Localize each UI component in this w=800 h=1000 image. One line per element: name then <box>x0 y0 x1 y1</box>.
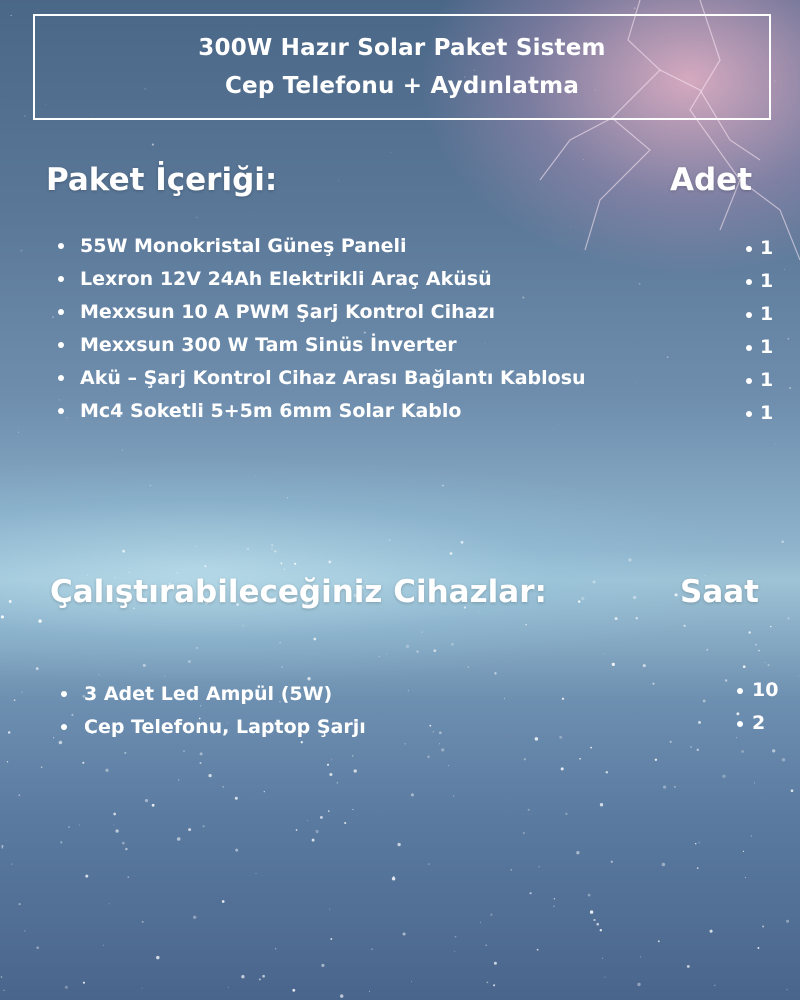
package-heading: Paket İçeriği: <box>46 162 278 198</box>
package-item <box>0 265 800 297</box>
sparkle-dot <box>487 982 489 984</box>
sparkle-dot <box>338 180 339 181</box>
sparkle-dot <box>579 758 581 760</box>
sparkle-dot <box>85 875 88 878</box>
sparkle-dot <box>628 558 632 562</box>
sparkle-dot <box>6 841 7 842</box>
package-item <box>0 397 800 429</box>
sparkle-dot <box>60 841 62 843</box>
sparkle-dot <box>751 835 752 836</box>
sparkle-dot <box>369 991 370 992</box>
sparkle-dot <box>758 650 759 651</box>
sparkle-dot <box>177 837 181 841</box>
sparkle-dot <box>537 949 539 951</box>
sparkle-dot <box>243 625 244 626</box>
bullet-icon <box>58 342 64 348</box>
sparkle-dot <box>122 449 123 450</box>
sparkle-dot <box>640 956 641 957</box>
sparkle-dot <box>634 7 636 9</box>
sparkle-dot <box>600 929 602 931</box>
sparkle-dot <box>329 773 332 776</box>
sparkle-dot <box>228 987 229 988</box>
sparkle-dot <box>235 797 238 800</box>
sparkle-dot <box>675 593 678 596</box>
sparkle-dot <box>722 774 726 778</box>
sparkle-dot <box>637 983 640 986</box>
sparkle-dot <box>612 663 615 666</box>
sparkle-dot <box>7 761 8 762</box>
sparkle-dot <box>397 843 400 846</box>
sparkle-dot <box>193 916 196 919</box>
sparkle-dot <box>743 851 744 852</box>
device-item-hours: 2 <box>752 712 766 734</box>
sparkle-dot <box>745 877 746 878</box>
sparkle-dot <box>655 759 657 761</box>
sparkle-dot <box>11 15 12 16</box>
sparkle-dot <box>371 948 373 950</box>
package-item <box>0 331 800 363</box>
sparkle-dot <box>461 541 464 544</box>
sparkle-dot <box>416 650 418 652</box>
sparkle-dot <box>9 600 12 603</box>
sparkle-dot <box>19 903 21 905</box>
sparkle-dot <box>65 986 68 989</box>
sparkle-dot <box>183 750 184 751</box>
bullet-icon <box>58 375 64 381</box>
sparkle-dot <box>321 964 324 967</box>
sparkle-dot <box>281 666 283 668</box>
sparkle-dot <box>255 476 256 477</box>
sparkle-dot <box>775 444 776 445</box>
title-box <box>33 14 771 120</box>
sparkle-dot <box>486 945 487 946</box>
sparkle-dot <box>247 548 250 551</box>
sparkle-dot <box>152 144 154 146</box>
sparkle-dot <box>145 799 148 802</box>
sparkle-dot <box>279 642 280 643</box>
sparkle-dot <box>327 764 329 766</box>
sparkle-dot <box>643 664 646 667</box>
sparkle-dot <box>687 965 690 968</box>
sparkle-dot <box>328 561 331 564</box>
sparkle-dot <box>596 923 599 926</box>
bullet-icon <box>58 276 64 282</box>
sparkle-dot <box>774 81 776 83</box>
sparkle-dot <box>41 766 43 768</box>
sparkle-dot <box>241 975 244 978</box>
sparkle-dot <box>208 774 211 777</box>
sparkle-dot <box>662 863 666 867</box>
package-item-qty: 1 <box>760 270 774 292</box>
bullet-icon <box>58 408 64 414</box>
bullet-icon <box>746 411 752 417</box>
sparkle-dot <box>755 644 757 646</box>
sparkle-dot <box>389 539 391 541</box>
sparkle-dot <box>530 892 532 894</box>
sparkle-dot <box>2 847 3 848</box>
sparkle-dot <box>196 647 198 649</box>
sparkle-dot <box>281 563 283 565</box>
package-item-label: Mexxsun 300 W Tam Sinüs İnverter <box>80 334 457 356</box>
title-line-2: Cep Telefonu + Aydınlatma <box>224 73 580 99</box>
bullet-icon <box>61 724 67 730</box>
package-item-qty: 1 <box>760 336 774 358</box>
device-item <box>0 711 800 743</box>
sparkle-dot <box>256 873 257 874</box>
sparkle-dot <box>710 930 713 933</box>
sparkle-dot <box>600 803 603 806</box>
sparkle-dot <box>781 540 784 543</box>
sparkle-dot <box>340 994 343 997</box>
package-item-label: 55W Monokristal Güneş Paneli <box>80 235 407 257</box>
sparkle-dot <box>24 115 26 117</box>
sparkle-dot <box>18 432 19 433</box>
sparkle-dot <box>450 552 453 555</box>
bullet-icon <box>58 309 64 315</box>
sparkle-dot <box>570 227 571 228</box>
sparkle-dot <box>125 848 127 850</box>
sparkle-dot <box>593 580 596 583</box>
bullet-icon <box>58 243 64 249</box>
sparkle-dot <box>196 217 197 218</box>
sparkle-dot <box>36 667 39 670</box>
sparkle-dot <box>331 759 332 760</box>
sparkle-dot <box>142 988 143 989</box>
sparkle-dot <box>379 656 380 657</box>
sparkle-dot <box>354 769 357 772</box>
sparkle-dot <box>178 779 179 780</box>
sparkle-dot <box>200 752 203 755</box>
sparkle-dot <box>98 674 99 675</box>
sparkle-dot <box>222 786 224 788</box>
sparkle-dot <box>271 548 272 549</box>
sparkle-dot <box>454 951 455 952</box>
sparkle-dot <box>576 851 579 854</box>
sparkle-dot <box>24 930 25 931</box>
sparkle-dot <box>754 782 755 783</box>
sparkle-dot <box>590 910 593 913</box>
sparkle-dot <box>113 813 116 816</box>
sparkle-dot <box>150 484 152 486</box>
bullet-icon <box>746 345 752 351</box>
bullet-icon <box>746 279 752 285</box>
sparkle-dot <box>337 782 338 783</box>
sparkle-dot <box>480 922 481 923</box>
sparkle-dot <box>554 898 555 899</box>
sparkle-dot <box>791 789 794 792</box>
sparkle-dot <box>11 864 12 865</box>
device-item-label: Cep Telefonu, Laptop Şarjı <box>84 716 366 738</box>
sparkle-dot <box>553 906 554 907</box>
sparkle-dot <box>590 747 592 749</box>
sparkle-dot <box>490 914 492 916</box>
sparkle-dot <box>196 546 197 547</box>
sparkle-dot <box>528 809 530 811</box>
sparkle-dot <box>38 619 41 622</box>
sparkle-dot <box>611 861 613 863</box>
package-item-label: Lexron 12V 24Ah Elektrikli Araç Aküsü <box>80 268 492 290</box>
sparkle-dot <box>468 667 469 668</box>
sparkle-dot <box>658 940 660 942</box>
sparkle-dot <box>494 672 496 674</box>
sparkle-dot <box>714 985 715 986</box>
package-item-qty: 1 <box>760 237 774 259</box>
sparkle-dot <box>786 920 789 923</box>
bullet-icon <box>746 246 752 252</box>
sparkle-dot <box>82 762 84 764</box>
sparkle-dot <box>79 824 80 825</box>
sparkle-dot <box>274 550 276 552</box>
sparkle-dot <box>683 625 685 627</box>
sparkle-dot <box>699 842 700 843</box>
sparkle-dot <box>316 830 319 833</box>
sparkle-dot <box>770 626 771 627</box>
sparkle-dot <box>152 804 155 807</box>
sparkle-dot <box>493 984 495 986</box>
package-item-label: Mc4 Soketli 5+5m 6mm Solar Kablo <box>80 400 462 422</box>
sparkle-dot <box>524 758 526 760</box>
sparkle-dot <box>588 894 591 897</box>
sparkle-dot <box>29 617 30 618</box>
sparkle-dot <box>105 769 108 772</box>
sparkle-dot <box>405 743 406 744</box>
sparkle-dot <box>4 990 5 991</box>
sparkle-dot <box>312 839 315 842</box>
sparkle-dot <box>757 947 759 949</box>
sparkle-dot <box>128 877 129 878</box>
bullet-icon <box>61 691 67 697</box>
sparkle-dot <box>386 654 387 655</box>
sparkle-dot <box>690 746 692 748</box>
sparkle-dot <box>188 828 191 831</box>
sparkle-dot <box>392 877 395 880</box>
sparkle-dot <box>427 755 430 758</box>
package-item-qty: 1 <box>760 402 774 424</box>
bullet-icon <box>737 721 743 727</box>
sparkle-dot <box>748 631 750 633</box>
sparkle-dot <box>697 867 699 869</box>
sparkle-dot <box>697 749 699 751</box>
sparkle-dot <box>259 978 261 980</box>
sparkle-dot <box>320 816 323 819</box>
sparkle-dot <box>695 843 696 844</box>
sparkle-dot <box>421 631 423 633</box>
sparkle-dot <box>523 832 524 833</box>
sparkle-dot <box>615 617 618 620</box>
sparkle-dot <box>307 820 308 821</box>
device-item <box>0 678 800 710</box>
package-item-qty: 1 <box>760 369 774 391</box>
sparkle-dot <box>122 550 125 553</box>
sparkle-dot <box>743 665 746 668</box>
sparkle-dot <box>124 752 126 754</box>
sparkle-dot <box>156 956 159 959</box>
sparkle-dot <box>453 795 454 796</box>
sparkle-dot <box>391 152 392 153</box>
sparkle-dot <box>455 936 457 938</box>
bullet-icon <box>746 312 752 318</box>
sparkle-dot <box>103 945 104 946</box>
sparkle-dot <box>200 762 202 764</box>
sparkle-dot <box>203 825 205 827</box>
sparkle-dot <box>602 958 603 959</box>
sparkle-dot <box>706 649 708 651</box>
sparkle-dot <box>741 750 744 753</box>
devices-hours-heading: Saat <box>680 574 759 610</box>
sparkle-dot <box>275 948 277 950</box>
sparkle-dot <box>411 981 412 982</box>
sparkle-dot <box>1 976 3 978</box>
sparkle-dot <box>264 791 265 792</box>
package-item-qty: 1 <box>760 303 774 325</box>
sparkle-dot <box>441 748 444 751</box>
sparkle-dot <box>262 975 265 978</box>
sparkle-dot <box>674 786 676 788</box>
sparkle-dot <box>433 649 436 652</box>
sparkle-dot <box>329 909 330 910</box>
sparkle-dot <box>604 977 605 978</box>
package-item-label: Mexxsun 10 A PWM Şarj Kontrol Cihazı <box>80 301 496 323</box>
title-line-1: 300W Hazır Solar Paket Sistem <box>198 35 606 61</box>
sparkle-dot <box>798 675 799 676</box>
sparkle-dot <box>1 615 4 618</box>
package-item <box>0 232 800 264</box>
sparkle-dot <box>583 159 584 160</box>
sparkle-dot <box>439 743 440 744</box>
sparkle-dot <box>36 946 39 949</box>
sparkle-dot <box>1 845 3 847</box>
sparkle-dot <box>83 982 85 984</box>
sparkle-dot <box>5 100 6 101</box>
sparkle-dot <box>765 662 766 663</box>
sparkle-dot <box>313 638 316 641</box>
sparkle-dot <box>428 864 429 865</box>
bullet-icon <box>746 378 752 384</box>
sparkle-dot <box>403 932 406 935</box>
sparkle-dot <box>606 771 608 773</box>
sparkle-dot <box>782 758 785 761</box>
sparkle-dot <box>411 793 414 796</box>
bullet-icon <box>737 688 743 694</box>
sparkle-dot <box>344 822 346 824</box>
sparkle-dot <box>767 664 769 666</box>
sparkle-dot <box>448 765 449 766</box>
sparkle-dot <box>787 617 789 619</box>
sparkle-dot <box>143 664 146 667</box>
sparkle-dot <box>114 825 115 826</box>
sparkle-dot <box>294 563 296 565</box>
sparkle-dot <box>115 829 118 832</box>
sparkle-dot <box>663 786 666 789</box>
sparkle-dot <box>442 485 444 487</box>
sparkle-dot <box>271 544 274 547</box>
sparkle-dot <box>352 755 354 757</box>
sparkle-dot <box>772 749 775 752</box>
sparkle-dot <box>511 869 513 871</box>
package-item-label: Akü – Şarj Kontrol Cihaz Arası Bağlantı Kablosu <box>80 367 586 389</box>
sparkle-dot <box>122 842 125 845</box>
sparkle-dot <box>578 600 580 602</box>
package-qty-heading: Adet <box>670 162 753 198</box>
sparkle-dot <box>593 919 595 921</box>
sparkle-dot <box>296 829 298 831</box>
sparkle-dot <box>633 596 636 599</box>
sparkle-dot <box>451 643 454 646</box>
sparkle-dot <box>494 962 497 965</box>
sparkle-dot <box>18 794 20 796</box>
package-item <box>0 364 800 396</box>
sparkle-dot <box>539 866 540 867</box>
sparkle-dot <box>188 660 191 663</box>
sparkle-dot <box>235 849 238 852</box>
sparkle-dot <box>109 903 110 904</box>
device-item-label: 3 Adet Led Ampül (5W) <box>84 683 333 705</box>
sparkle-dot <box>406 645 410 649</box>
sparkle-dot <box>292 989 295 992</box>
sparkle-dot <box>561 767 564 770</box>
sparkle-dot <box>762 926 764 928</box>
sparkle-dot <box>581 597 584 600</box>
sparkle-dot <box>287 497 288 498</box>
sparkle-dot <box>222 900 225 903</box>
device-item-hours: 10 <box>752 679 779 701</box>
sparkle-dot <box>352 809 353 810</box>
sparkle-dot <box>204 565 206 567</box>
sparkle-dot <box>786 989 788 991</box>
sparkle-dot <box>142 921 144 923</box>
sparkle-dot <box>68 826 70 828</box>
sparkle-dot <box>330 938 332 940</box>
sparkle-dot <box>328 810 330 812</box>
devices-heading: Çalıştırabileceğiniz Cihazlar: <box>50 574 547 610</box>
sparkle-dot <box>603 653 604 654</box>
sparkle-dot <box>164 676 165 677</box>
sparkle-dot <box>525 624 526 625</box>
sparkle-dots <box>1 7 800 998</box>
sparkle-dot <box>636 617 638 619</box>
sparkle-dot <box>565 813 567 815</box>
package-item <box>0 298 800 330</box>
sparkle-dot <box>284 569 285 570</box>
